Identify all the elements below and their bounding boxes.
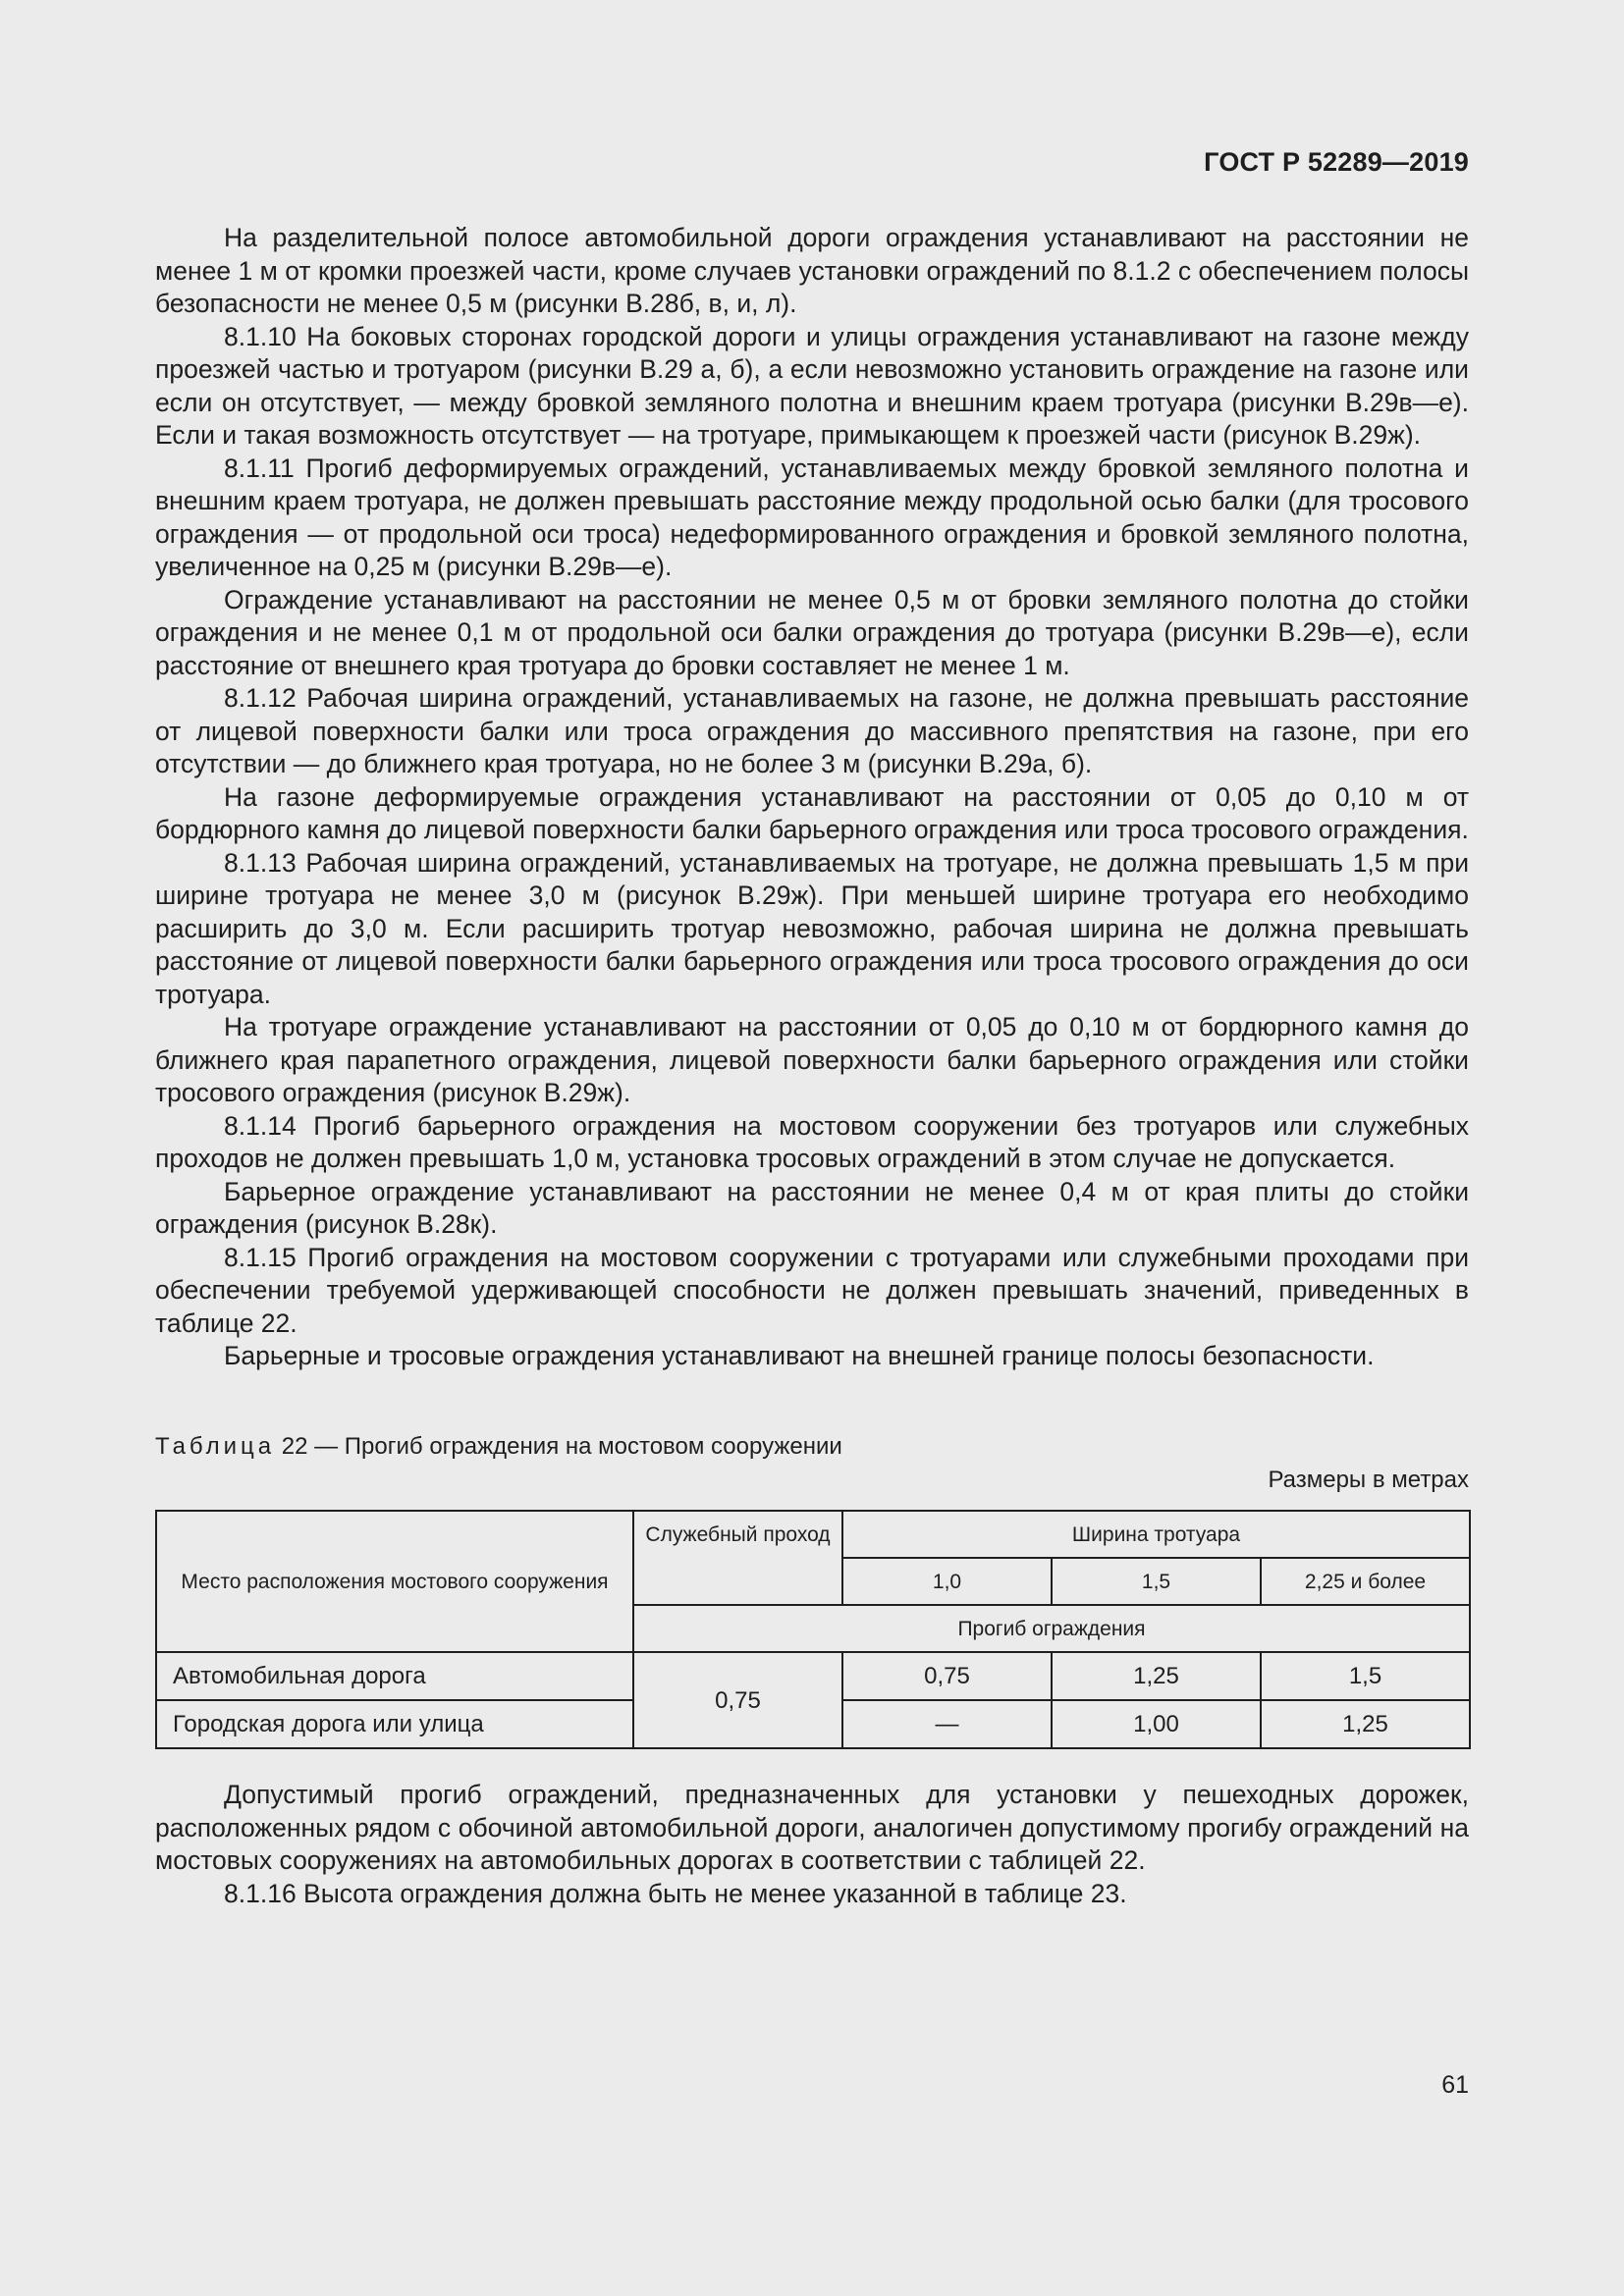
row-value: 1,00 — [1052, 1700, 1261, 1748]
paragraph: 8.1.13 Рабочая ширина ограждений, устанавливаемых на тротуаре, не должна превышать 1,5 м при ширине тротуара не менее 3,0 м (рисунок В.29ж). При меньшей ширине тротуара его необходимо расширить до 3,0 м. Если расширить тротуар невозможно, рабочая ширина не должна превышать расстояние от лицевой поверхности балки барьерного ограждения или троса тросового ограждения до оси тротуара. — [155, 847, 1469, 1009]
paragraph: 8.1.16 Высота ограждения должна быть не менее указанной в таблице 23. — [224, 1878, 1127, 1908]
row-value: — — [842, 1700, 1052, 1748]
table-caption — [155, 1433, 842, 1461]
table-caption-title: 22 — Прогиб ограждения на мостовом сооружении — [275, 1433, 842, 1460]
deflection-table — [155, 1510, 1471, 1749]
row-place: Городская дорога или улица — [156, 1700, 633, 1748]
service-passage-value: 0,75 — [633, 1652, 842, 1748]
header-place: Место расположения мостового сооружения — [156, 1511, 633, 1652]
row-place: Автомобильная дорога — [156, 1652, 633, 1700]
paragraph: На газоне деформируемые ограждения устанавливают на расстоянии от 0,05 до 0,10 м от бордюрного камня до лицевой поверхности балки барьерного ограждения или троса тросового ограждения. — [155, 781, 1469, 844]
paragraph: Барьерное ограждение устанавливают на расстоянии не менее 0,4 м от края плиты до стойки ограждения (рисунок В.28к). — [155, 1176, 1469, 1239]
paragraph: На разделительной полосе автомобильной дороги ограждения устанавливают на расстоянии не менее 1 м от кромки проезжей части, кроме случаев установки ограждений по 8.1.2 с обеспечением полосы безопасности не менее 0,5 м (рисунки В.28б, в, и, л). — [155, 223, 1469, 318]
header-width-3: 2,25 и более — [1261, 1558, 1470, 1605]
header-deflection: Прогиб ограждения — [633, 1605, 1470, 1652]
main-text — [155, 222, 1469, 1373]
table-units-note: Размеры в метрах — [1268, 1467, 1469, 1493]
document-code-header: ГОСТ Р 52289—2019 — [1204, 147, 1469, 177]
row-value: 1,5 — [1261, 1652, 1470, 1700]
row-value: 0,75 — [842, 1652, 1052, 1700]
paragraph: Барьерные и тросовые ограждения устанавливают на внешней границе полосы безопасности. — [224, 1341, 1375, 1370]
paragraph: Ограждение устанавливают на расстоянии не менее 0,5 м от бровки земляного полотна до стойки ограждения и не менее 0,1 м от продольной оси балки ограждения до тротуара (рисунки В.29в—е), если расстояние от внешнего края тротуара до бровки составляет не менее 1 м. — [155, 584, 1469, 680]
header-width-1: 1,0 — [842, 1558, 1052, 1605]
paragraph: 8.1.12 Рабочая ширина ограждений, устанавливаемых на газоне, не должна превышать расстояние от лицевой поверхности балки или троса ограждения до массивного препятствия на газоне, при его отсутствии — до ближнего края тротуара, но не более 3 м (рисунки В.29а, б). — [155, 683, 1469, 778]
paragraph: 8.1.14 Прогиб барьерного ограждения на мостовом сооружении без тротуаров или служебных проходов не должен превышать 1,0 м, установка тросовых ограждений в этом случае не допускается. — [155, 1110, 1469, 1173]
row-value: 1,25 — [1052, 1652, 1261, 1700]
paragraph: Допустимый прогиб ограждений, предназначенных для установки у пешеходных дорожек, расположенных рядом с обочиной автомобильной дороги, аналогичен допустимому прогибу ограждений на мостовых сооружениях на автомобильных дорогах в соответствии с таблицей 22. — [155, 1780, 1469, 1875]
header-width-2: 1,5 — [1052, 1558, 1261, 1605]
page-number: 61 — [1441, 2071, 1469, 2099]
row-value: 1,25 — [1261, 1700, 1470, 1748]
table-row — [156, 1652, 1470, 1700]
paragraph: 8.1.10 На боковых сторонах городской дороги и улицы ограждения устанавливают на газоне между проезжей частью и тротуаром (рисунки В.29 а, б), а если невозможно установить ограждение на газоне или если он отсутствует, — между бровкой земляного полотна и внешним краем тротуара (рисунки В.29в—е). Если и такая возможность отсутствует — на тротуаре, примыкающем к проезжей части (рисунок В.29ж). — [155, 321, 1469, 450]
paragraph: 8.1.11 Прогиб деформируемых ограждений, устанавливаемых между бровкой земляного полотна и внешним краем тротуара, не должен превышать расстояние между продольной осью балки (для тросового ограждения — от продольной оси троса) недеформированного ограждения и бровкой земляного полотна, увеличенное на 0,25 м (рисунки В.29в—е). — [155, 453, 1469, 581]
header-service-passage: Служебный проход — [633, 1511, 842, 1605]
header-sidewalk-width: Ширина тротуара — [842, 1511, 1470, 1558]
table-caption-word: Таблица — [155, 1433, 276, 1460]
paragraph: 8.1.15 Прогиб ограждения на мостовом сооружении с тротуарами или служебными проходами при обеспечении требуемой удерживающей способности не должен превышать значений, приведенных в таблице 22. — [155, 1242, 1469, 1338]
paragraph: На тротуаре ограждение устанавливают на расстоянии от 0,05 до 0,10 м от бордюрного камня до ближнего края парапетного ограждения, лицевой поверхности балки барьерного ограждения или стойки тросового ограждения (рисунок В.29ж). — [155, 1012, 1469, 1107]
after-table-text — [155, 1779, 1469, 1910]
